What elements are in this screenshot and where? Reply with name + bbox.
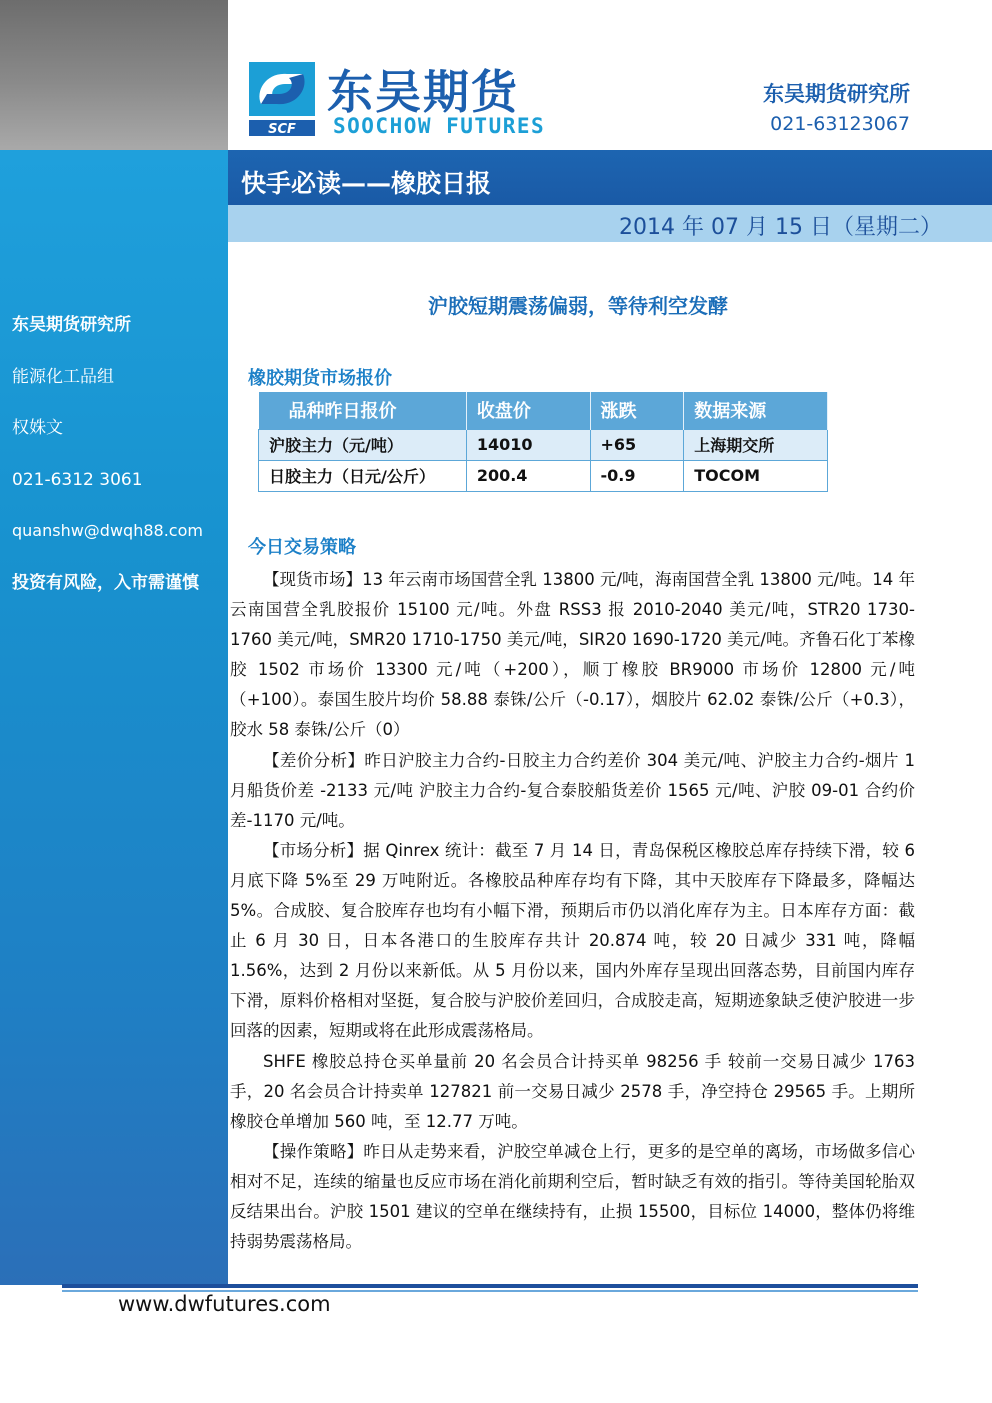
quote-cell: 日胶主力（日元/公斤） [259,460,467,491]
quote-section-title: 橡胶期货市场报价 [248,368,392,389]
report-title-bar [228,150,992,205]
company-logo [247,60,587,142]
quote-header-cell: 数据来源 [684,392,828,429]
author-info [12,312,222,621]
header-phone: 021-63123067 [770,113,910,135]
scf-logo-icon [247,60,317,138]
quote-cell: 200.4 [466,460,590,491]
sidebar-top-block [0,0,228,150]
quote-header-cell: 涨跌 [590,392,684,429]
paragraph-positions: SHFE 橡胶总持仓买单量前 20 名会员合计持买单 98256 手 较前一交易日减少 1763 手，20 名会员合计持卖单 127821 前一交易日减少 2578 手，净空持仓 29565 手。上期所橡胶仓单增加 560 吨，至 12.77 万吨。 [230,1051,915,1131]
quote-table [258,392,828,492]
strategy-body [230,565,915,1257]
report-headline: 沪胶短期震荡偏弱，等待利空发酵 [428,294,728,318]
report-date: 2014 年 07 月 15 日（星期二） [619,215,942,240]
report-date-bar [228,205,992,242]
sidebar-author: 权姝文 [12,418,63,438]
paragraph-spread-analysis: 【差价分析】昨日沪胶主力合约-日胶主力合约差价 304 美元/吨、沪胶主力合约-烟片 1 月船货价差 -2133 元/吨 沪胶主力合约-复合泰胶船货差价 1565 元/吨、沪胶 09-01 合约价差-1170 元/吨。 [230,750,915,830]
quote-cell: 沪胶主力（元/吨） [259,429,467,460]
brand-name-cn: 东吴期货 [327,65,519,119]
quote-cell: +65 [590,429,684,460]
footer-divider [62,1284,918,1288]
table-row [259,429,828,460]
quote-cell: -0.9 [590,460,684,491]
header-institute: 东吴期货研究所 [763,82,910,106]
sidebar-institute: 东吴期货研究所 [12,315,131,335]
quote-cell: 14010 [466,429,590,460]
footer-website-link[interactable]: www.dwfutures.com [118,1292,331,1316]
quote-table-header [259,392,828,429]
sidebar-disclaimer: 投资有风险，入市需谨慎 [12,572,199,593]
sidebar-phone: 021-6312 3061 [12,469,143,490]
sidebar-group: 能源化工品组 [12,366,114,387]
quote-cell: 上海期交所 [684,429,828,460]
paragraph-strategy: 【操作策略】昨日从走势来看，沪胶空单减仓上行，更多的是空单的离场，市场做多信心相对不足，连续的缩量也反应市场在消化前期利空后，暂时缺乏有效的指引。等待美国轮胎双反结果出台。沪胶 1501 建议的空单在继续持有，止损 15500，目标位 14000，整体仍将维持弱势震荡格局。 [230,1141,915,1252]
table-row [259,460,828,491]
brand-name-en: SOOCHOW FUTURES [333,114,546,138]
paragraph-spot-market: 【现货市场】13 年云南市场国营全乳 13800 元/吨，海南国营全乳 13800 元/吨。14 年云南国营全乳胶报价 15100 元/吨。外盘 RSS3 报 2010-2040 美元/吨，STR20 1730-1760 美元/吨，SMR20 1710-1750 美元/吨，SIR20 1690-1720 美元/吨。齐鲁石化丁苯橡胶 1502 市场价 13300 元/吨（+200），顺丁橡胶 BR9000 市场价 12800 元/吨（+100）。泰国生胶片均价 58.88 泰铢/公斤（-0.17），烟胶片 62.02 泰铢/公斤（+0.3），胶水 58 泰铢/公斤（0） [230,570,915,740]
sidebar-email[interactable]: quanshw@dwqh88.com [12,521,203,540]
quote-cell: TOCOM [684,460,828,491]
quote-header-cell: 品种昨日报价 [259,392,467,429]
quote-header-cell: 收盘价 [466,392,590,429]
logo-abbr: SCF [268,122,296,137]
report-title: 快手必读——橡胶日报 [241,169,492,198]
strategy-section-title: 今日交易策略 [248,537,356,558]
paragraph-market-analysis: 【市场分析】据 Qinrex 统计：截至 7 月 14 日，青岛保税区橡胶总库存持续下滑，较 6 月底下降 5%至 29 万吨附近。各橡胶品种库存均有下降，其中天胶库存下降最多，降幅达 5%。合成胶、复合胶库存也均有小幅下滑，预期后市仍以消化库存为主。日本库存方面：截止 6 月 30 日，日本各港口的生胶库存共计 20.874 吨，较 20 日减少 331 吨，降幅 1.56%，达到 2 月份以来新低。从 5 月份以来，国内外库存呈现出回落态势，目前国内库存下滑，原料价格相对坚挺，复合胶与沪胶价差回归，合成胶走高，短期迹象缺乏使沪胶进一步回落的因素，短期或将在此形成震荡格局。 [230,840,915,1041]
